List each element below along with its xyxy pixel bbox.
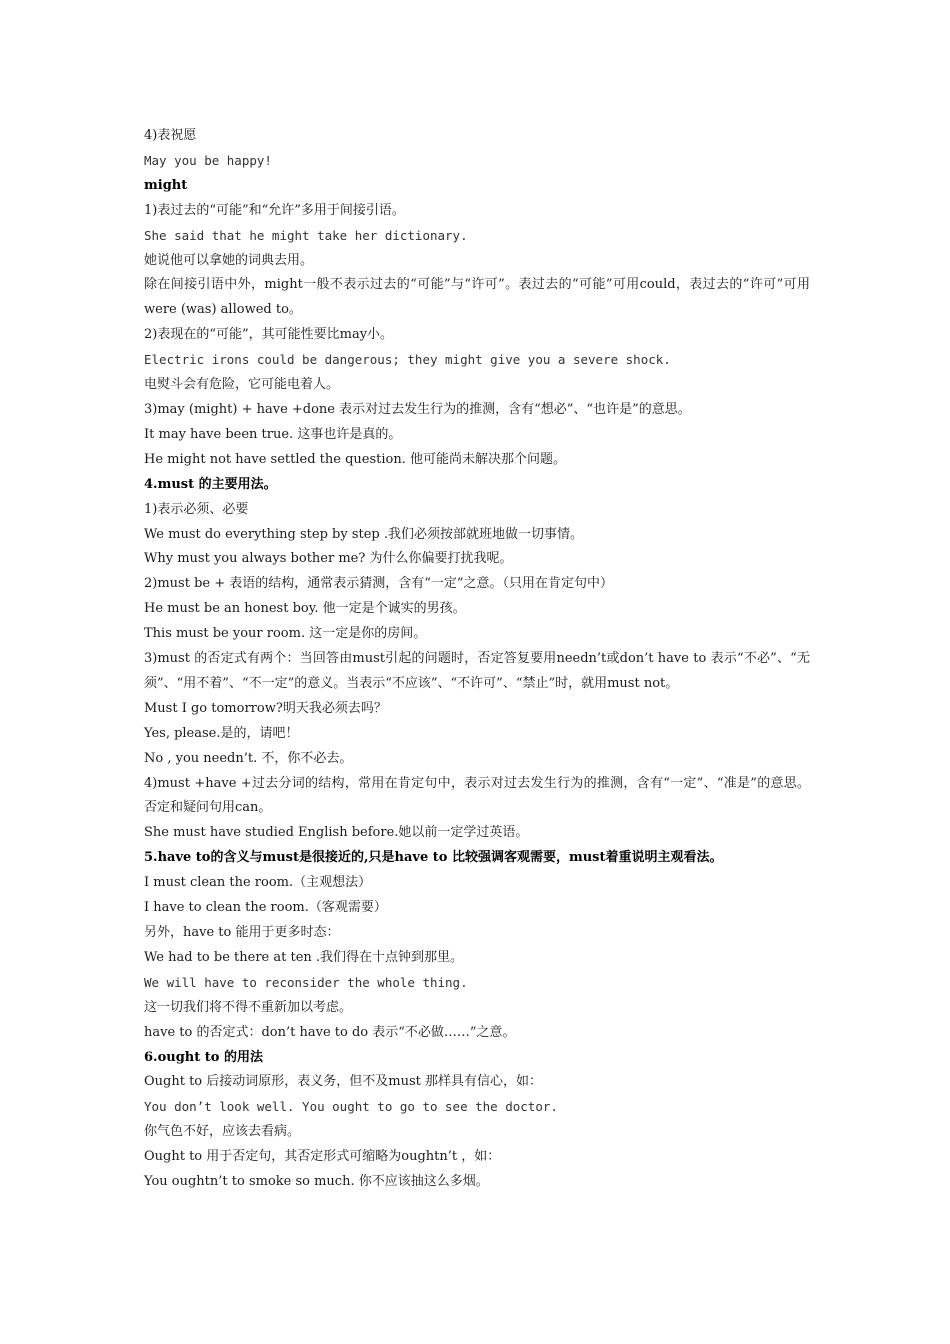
example-may-you-be-happy: May you be happy! — [144, 152, 272, 168]
paragraph-might-3: 3)may (might) + have +done 表示对过去发生行为的推测，含有“想必”、“也许是”的意思。 — [144, 401, 691, 417]
example-look-well: You don’t look well. You ought to go to see the doctor. — [144, 1099, 558, 1115]
translation-she-said: 她说他可以拿她的词典去用。 — [144, 252, 314, 268]
example-she-said: She said that he might take her dictionary. — [144, 227, 468, 243]
example-have-to-clean: I have to clean the room.（客观需要） — [144, 900, 387, 916]
example-studied-english: She must have studied English before.她以前一定学过英语。 — [144, 825, 529, 841]
example-smoke: You oughtn’t to smoke so much. 你不应该抽这么多烟。 — [144, 1174, 489, 1190]
example-may-have-been-true: It may have been true. 这事也许是真的。 — [144, 426, 402, 442]
paragraph-must-1: 1)表示必须、必要 — [144, 501, 249, 517]
example-had-to-be-there: We had to be there at ten .我们得在十点钟到那里。 — [144, 949, 464, 965]
paragraph-ought-to-1: Ought to 后接动词原形，表义务，但不及must 那样具有信心，如： — [144, 1074, 542, 1090]
heading-might: might — [144, 177, 188, 193]
paragraph-wish-heading: 4)表祝愿 — [144, 128, 197, 143]
paragraph-ought-to-negative: Ought to 用于否定句，其否定形式可缩略为oughtn’t ，如： — [144, 1149, 501, 1165]
translation-look-well: 你气色不好，应该去看病。 — [144, 1124, 301, 1140]
paragraph-must-2: 2)must be + 表语的结构，通常表示猜测，含有“一定”之意。（只用在肯定句中） — [144, 576, 614, 592]
example-reconsider: We will have to reconsider the whole thing. — [144, 974, 468, 990]
document-page — [144, 124, 810, 1195]
paragraph-might-1: 1)表过去的“可能”和“允许”多用于间接引语。 — [144, 202, 405, 218]
translation-electric-irons: 电熨斗会有危险，它可能电着人。 — [144, 377, 340, 393]
paragraph-might-2: 2)表现在的“可能”，其可能性要比may小。 — [144, 327, 394, 343]
translation-reconsider: 这一切我们将不得不重新加以考虑。 — [144, 999, 353, 1015]
example-your-room: This must be your room. 这一定是你的房间。 — [144, 626, 427, 642]
heading-must: 4.must 的主要用法。 — [144, 476, 277, 492]
example-must-clean: I must clean the room.（主观想法） — [144, 875, 372, 891]
example-yes-please: Yes, please.是的，请吧！ — [144, 725, 299, 741]
example-step-by-step: We must do everything step by step .我们必须按部就班地做一切事情。 — [144, 526, 584, 542]
paragraph-have-to-tenses: 另外，have to 能用于更多时态： — [144, 925, 340, 940]
paragraph-must-4: 4)must +have +过去分词的结构，常用在肯定句中，表示对过去发生行为的推测，含有“一定”、“准是”的意思。否定和疑问句用can。 — [144, 775, 810, 816]
paragraph-might-indirect: 除在间接引语中外，might一般不表示过去的“可能”与“许可”。表过去的“可能”可用could，表过去的“许可”可用were (was) allowed to。 — [144, 277, 810, 318]
example-bother-me: Why must you always bother me? 为什么你偏要打扰我呢。 — [144, 551, 513, 567]
example-you-neednt: No , you needn’t. 不，你不必去。 — [144, 750, 353, 766]
paragraph-have-to-negative: have to 的否定式：don’t have to do 表示“不必做……”之意。 — [144, 1024, 516, 1040]
example-electric-irons: Electric irons could be dangerous; they might give you a severe shock. — [144, 352, 671, 368]
heading-have-to: 5.have to的含义与must是很接近的,只是have to 比较强调客观需要，must着重说明主观看法。 — [144, 850, 723, 866]
example-might-not-have-settled: He might not have settled the question. 他可能尚未解决那个问题。 — [144, 451, 566, 467]
example-honest-boy: He must be an honest boy. 他一定是个诚实的男孩。 — [144, 601, 466, 617]
paragraph-must-3: 3)must 的否定式有两个：当回答由must引起的问题时，否定答复要用needn’t或don’t have to 表示“不必”、“无须”、“用不着”、“不一定”的意义。当表示“不应该”、“不许可”、“禁止”时，就用must not。 — [144, 651, 810, 691]
example-must-i-go: Must I go tomorrow?明天我必须去吗？ — [144, 700, 387, 716]
heading-ought-to: 6.ought to 的用法 — [144, 1049, 263, 1065]
